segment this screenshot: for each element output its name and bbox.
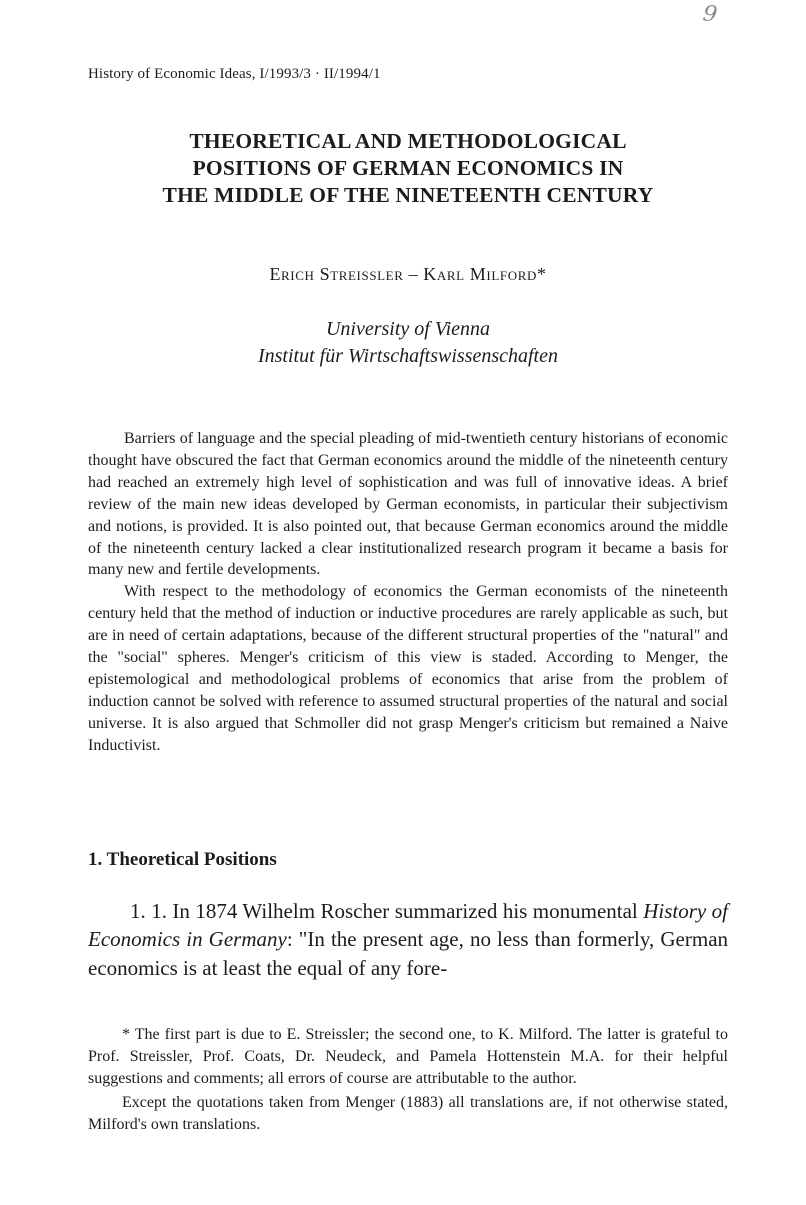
title-line: THE MIDDLE OF THE NINETEENTH CENTURY bbox=[162, 183, 654, 207]
title-line: POSITIONS OF GERMAN ECONOMICS IN bbox=[192, 156, 624, 180]
affiliation-institute: Institut für Wirtschaftswissenschaften bbox=[257, 345, 558, 367]
footnotes bbox=[88, 1024, 728, 1136]
body-paragraph bbox=[88, 897, 728, 982]
abstract bbox=[88, 428, 728, 757]
book-title: History of Economics in Germany bbox=[88, 899, 729, 952]
body-rest: : "In the present age, no less than formerly, German economics is at least the equal of any fore- bbox=[88, 927, 729, 980]
footnote: * The first part is due to E. Streissler; the second one, to K. Milford. The latter is grateful to Prof. Streissler, Prof. Coats, Dr. Neudeck, and Pamela Hottenstein M.A. for their helpful suggestions and comments; all errors of course are attributable to the author. bbox=[88, 1026, 728, 1087]
authors: Erich Streissler – Karl Milford* bbox=[269, 264, 547, 284]
abstract-paragraph: With respect to the methodology of economics the German economists of the nineteenth century held that the method of induction or inductive procedures are rarely applicable as such, but are in need of certain adaptations, because of the different structural properties of the "natural" and the "social" spheres. Menger's criticism of this view is staded. According to Menger, the epistemological and methodological problems of economics that arise from the problem of induction cannot be solved with reference to assumed structural properties of the natural and social universe. It is also argued that Schmoller did not grasp Menger's criticism but remained a Naive Inductivist. bbox=[88, 583, 728, 754]
paper-title bbox=[88, 128, 728, 209]
body-lead: 1. 1. In 1874 Wilhelm Roscher summarized his monumental bbox=[130, 899, 644, 923]
footnote: Except the quotations taken from Menger (1883) all translations are, if not otherwise stated, Milford's own translations. bbox=[88, 1094, 728, 1133]
body-text bbox=[88, 897, 728, 982]
title-line: THEORETICAL AND METHODOLOGICAL bbox=[189, 129, 627, 153]
running-head: History of Economic Ideas, I/1993/3 · II/1994/1 bbox=[88, 66, 381, 82]
affiliation bbox=[88, 316, 728, 370]
page-mark: 9 bbox=[701, 1, 719, 28]
affiliation-university: University of Vienna bbox=[325, 318, 491, 340]
abstract-paragraph: Barriers of language and the special pleading of mid-twentieth century historians of economic thought have obscured the fact that German economics around the middle of the nineteenth century had reached an extremely high level of sophistication and was full of innovative ideas. A brief review of the main new ideas developed by German economists, in particular their subjectivism and notions, is provided. It is also pointed out, that because German economics around the middle of the nineteenth century lacked a clear institutionalized research program it became a basis for many new and fertile developments. bbox=[88, 430, 728, 579]
section-heading: 1. Theoretical Positions bbox=[88, 849, 277, 870]
